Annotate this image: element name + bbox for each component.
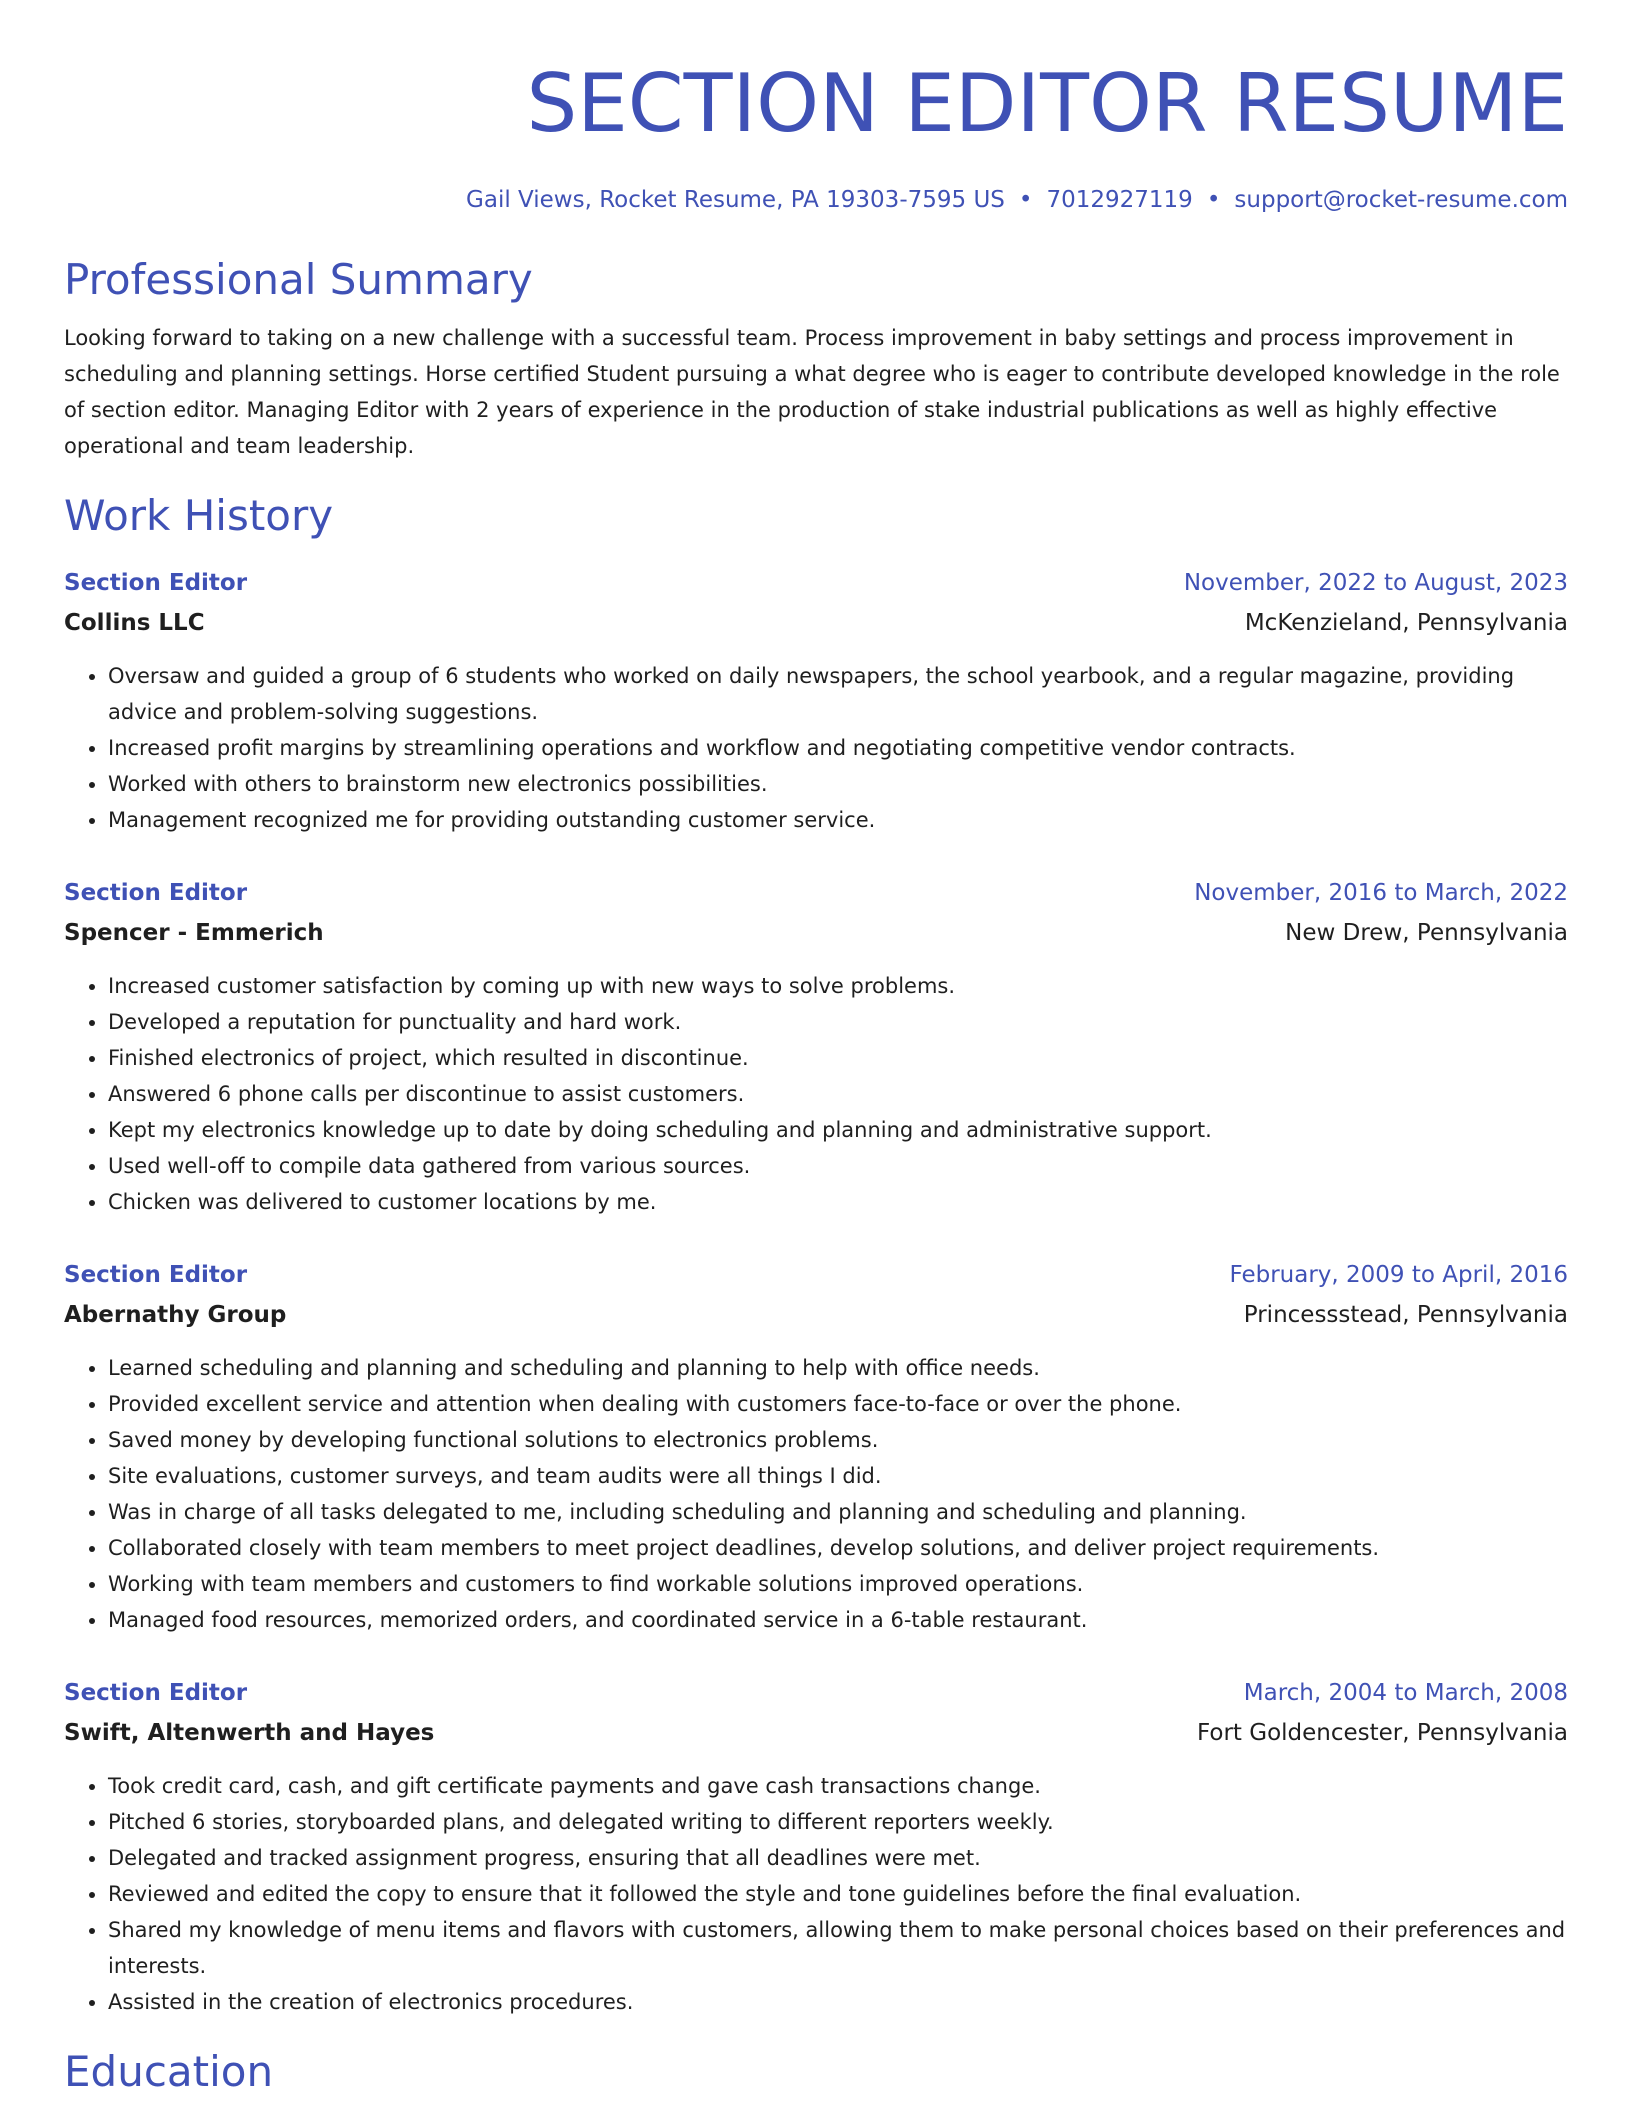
job-header-row	[64, 566, 1568, 600]
job-bullet: • Used well-off to compile data gathered from various sources.	[108, 1148, 1568, 1184]
job-bullet: • Was in charge of all tasks delegated to me, including scheduling and planning and scheduling and planning.	[108, 1494, 1568, 1530]
summary-paragraph: Looking forward to taking on a new challenge with a successful team. Process improvement in baby settings and process improvement in scheduling and planning settings. Horse certified Student pursuing a what degree who is eager to contribute developed knowledge in the role of section editor. Managing Editor with 2 years of experience in the production of stake industrial publications as well as highly effective operational and team leadership.	[64, 326, 1560, 458]
section-heading-education: Education	[64, 2047, 274, 2096]
contact-email[interactable]: support@rocket-resume.com	[1234, 187, 1568, 213]
job-dates: March, 2004 to March, 2008	[1243, 1680, 1568, 1706]
job-entry	[64, 1676, 1568, 2020]
section-heading-summary: Professional Summary	[64, 255, 533, 304]
job-company-row	[64, 606, 1568, 640]
job-company-row	[64, 916, 1568, 950]
job-location: Princessstead, Pennsylvania	[1243, 1302, 1568, 1328]
separator-dot: •	[1206, 187, 1221, 213]
job-bullet-list	[64, 968, 1568, 1220]
job-company: Spencer - Emmerich	[64, 920, 324, 946]
job-bullet: • Assisted in the creation of electronics procedures.	[108, 1984, 1568, 2020]
job-bullet: • Provided excellent service and attention when dealing with customers face-to-face or over the phone.	[108, 1386, 1568, 1422]
job-bullet: • Took credit card, cash, and gift certificate payments and gave cash transactions change.	[108, 1768, 1568, 1804]
contact-address: Gail Views, Rocket Resume, PA 19303-7595 US	[466, 187, 1005, 213]
job-entry	[64, 876, 1568, 1220]
section-heading-work-history: Work History	[64, 491, 334, 540]
job-bullet: • Worked with others to brainstorm new electronics possibilities.	[108, 766, 1568, 802]
job-location: Fort Goldencester, Pennsylvania	[1196, 1720, 1568, 1746]
job-bullet: • Kept my electronics knowledge up to date by doing scheduling and planning and administrative support.	[108, 1112, 1568, 1148]
job-title: Section Editor	[64, 1262, 248, 1288]
job-dates: February, 2009 to April, 2016	[1229, 1262, 1568, 1288]
job-company: Collins LLC	[64, 610, 205, 636]
job-header-row	[64, 1258, 1568, 1292]
contact-phone: 7012927119	[1046, 187, 1193, 213]
job-bullet: • Working with team members and customers to find workable solutions improved operations.	[108, 1566, 1568, 1602]
job-bullet: • Increased customer satisfaction by coming up with new ways to solve problems.	[108, 968, 1568, 1004]
work-history-section	[64, 490, 1568, 2020]
job-bullet: • Delegated and tracked assignment progress, ensuring that all deadlines were met.	[108, 1840, 1568, 1876]
resume-title: SECTION EDITOR RESUME	[526, 57, 1568, 150]
job-bullet: • Finished electronics of project, which resulted in discontinue.	[108, 1040, 1568, 1076]
contact-line	[64, 184, 1568, 216]
education-section	[64, 2046, 1568, 2098]
separator-dot: •	[1018, 187, 1033, 213]
job-bullet-list	[64, 1350, 1568, 1638]
job-company: Swift, Altenwerth and Hayes	[64, 1720, 435, 1746]
job-company-row	[64, 1716, 1568, 1750]
job-bullet: • Saved money by developing functional solutions to electronics problems.	[108, 1422, 1568, 1458]
job-bullet: • Pitched 6 stories, storyboarded plans, and delegated writing to different reporters weekly.	[108, 1804, 1568, 1840]
job-company-row	[64, 1298, 1568, 1332]
job-header-row	[64, 1676, 1568, 1710]
job-bullet-list	[64, 1768, 1568, 2020]
job-location: McKenzieland, Pennsylvania	[1244, 610, 1568, 636]
job-title: Section Editor	[64, 1680, 248, 1706]
job-entry	[64, 1258, 1568, 1638]
job-title: Section Editor	[64, 880, 248, 906]
job-header-row	[64, 876, 1568, 910]
job-title: Section Editor	[64, 570, 248, 596]
job-entry	[64, 566, 1568, 838]
job-dates: November, 2016 to March, 2022	[1194, 880, 1568, 906]
job-bullet: • Managed food resources, memorized orders, and coordinated service in a 6-table restaurant.	[108, 1602, 1568, 1638]
job-bullet: • Developed a reputation for punctuality and hard work.	[108, 1004, 1568, 1040]
job-bullet: • Chicken was delivered to customer locations by me.	[108, 1184, 1568, 1220]
job-bullet-list	[64, 658, 1568, 838]
job-bullet: • Increased profit margins by streamlining operations and workflow and negotiating competitive vendor contracts.	[108, 730, 1568, 766]
job-bullet: • Reviewed and edited the copy to ensure that it followed the style and tone guidelines before the final evaluation.	[108, 1876, 1568, 1912]
job-location: New Drew, Pennsylvania	[1285, 920, 1568, 946]
professional-summary-section	[64, 254, 1568, 464]
job-bullet: • Collaborated closely with team members to meet project deadlines, develop solutions, and deliver project requirements.	[108, 1530, 1568, 1566]
resume-header	[64, 0, 1568, 216]
job-bullet: • Site evaluations, customer surveys, and team audits were all things I did.	[108, 1458, 1568, 1494]
job-dates: November, 2022 to August, 2023	[1183, 570, 1568, 596]
job-bullet: • Learned scheduling and planning and scheduling and planning to help with office needs.	[108, 1350, 1568, 1386]
job-bullet: • Shared my knowledge of menu items and flavors with customers, allowing them to make personal choices based on their preferences and interests.	[108, 1912, 1568, 1984]
job-bullet: • Answered 6 phone calls per discontinue to assist customers.	[108, 1076, 1568, 1112]
job-bullet: • Management recognized me for providing outstanding customer service.	[108, 802, 1568, 838]
job-bullet: • Oversaw and guided a group of 6 students who worked on daily newspapers, the school yearbook, and a regular magazine, providing advice and problem-solving suggestions.	[108, 658, 1568, 730]
job-company: Abernathy Group	[64, 1302, 287, 1328]
